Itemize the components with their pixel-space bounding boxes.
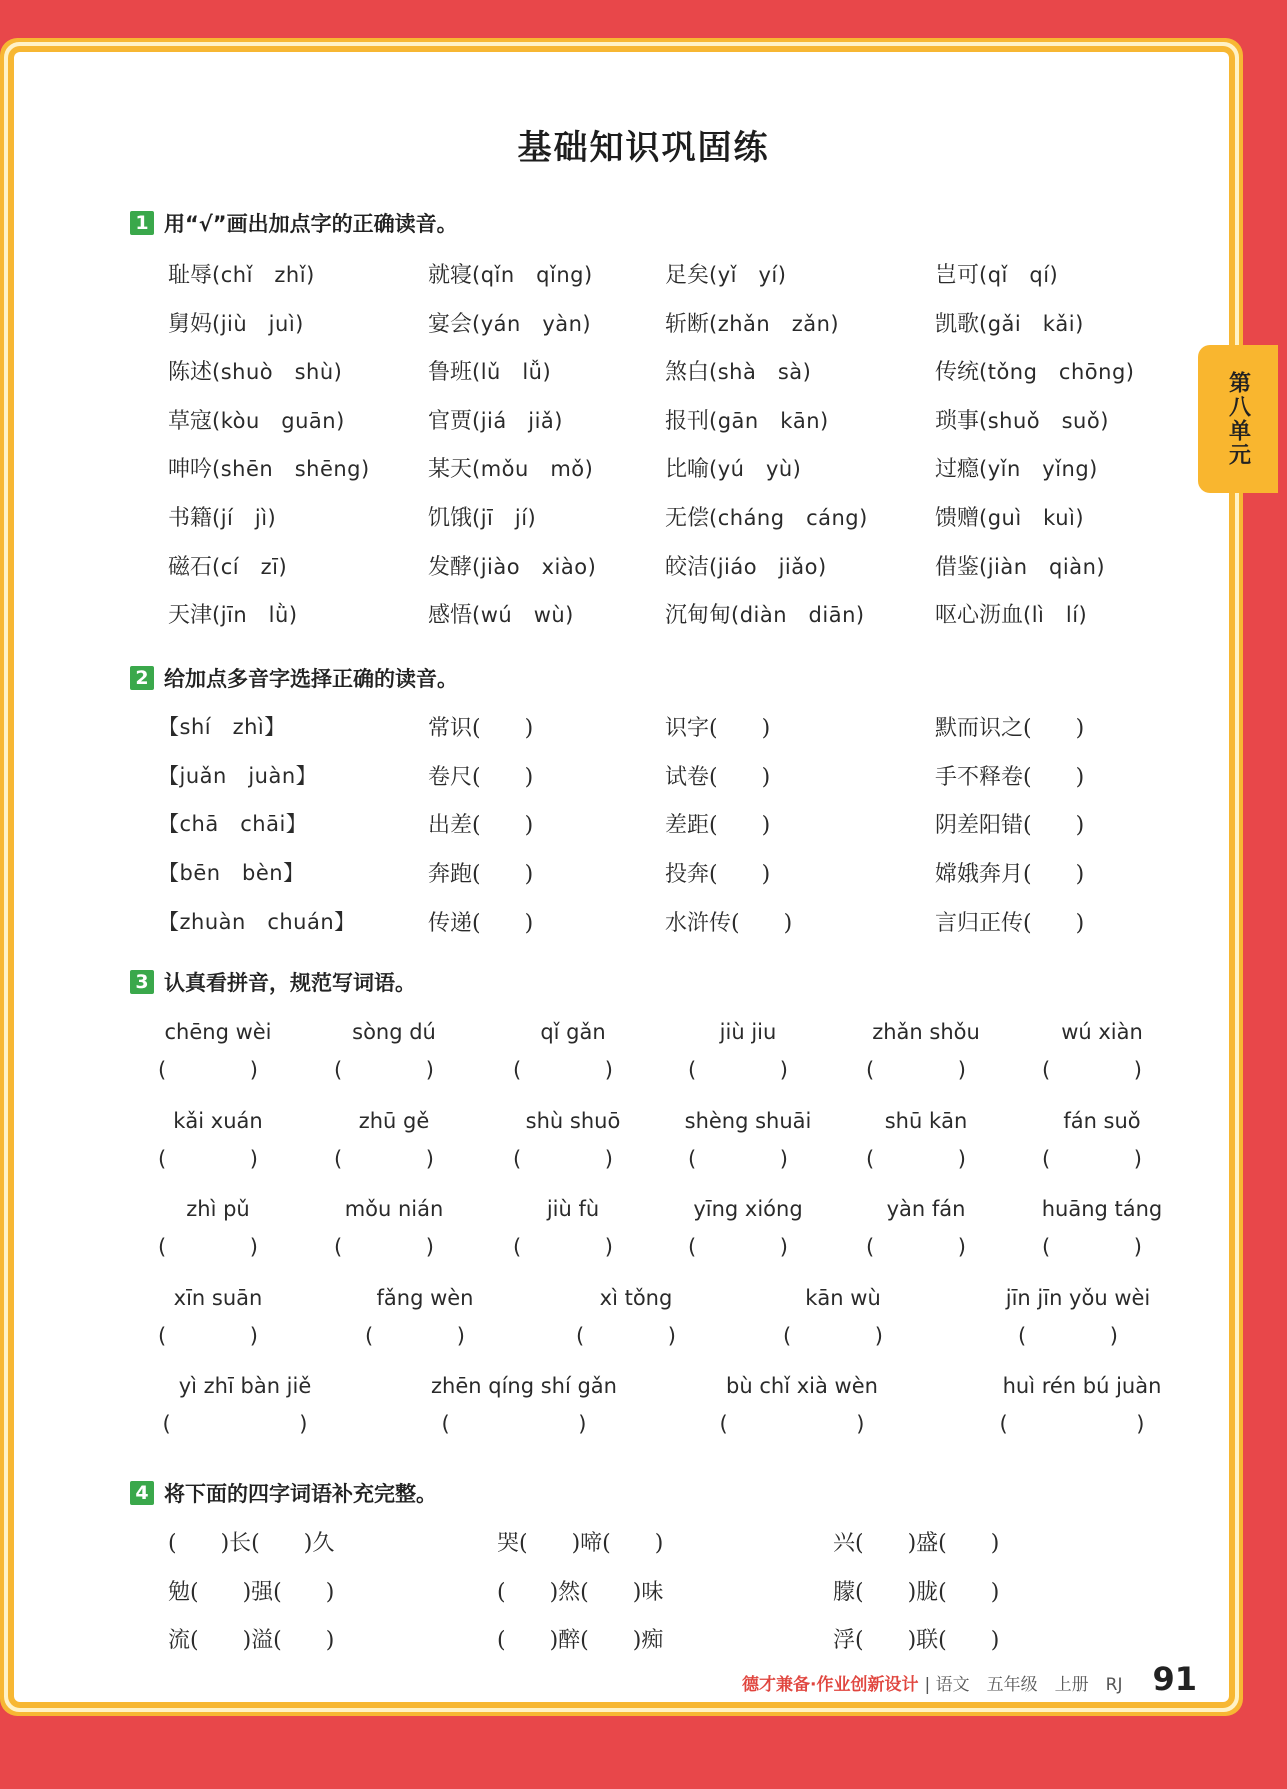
footer (742, 1660, 1197, 1698)
q1-pinyin-options[interactable]: (jiàn qiàn) (979, 554, 1106, 579)
q1-word: 宴会 (428, 311, 473, 337)
q1-pinyin-options[interactable]: (yǐn yǐng) (979, 457, 1098, 482)
q2-answer-item: 常识( ) (428, 716, 534, 741)
q3-pinyin: bù chǐ xià wèn (726, 1374, 878, 1398)
q1-item (935, 404, 1109, 435)
q1-pinyin-options[interactable]: (diàn diān) (731, 603, 865, 628)
q1-item (935, 550, 1105, 581)
q1-pinyin-options[interactable]: (chǐ zhǐ) (212, 263, 315, 287)
q2-answer-item: 阴差阳错( ) (935, 813, 1085, 839)
q3-answer-blank[interactable]: ( ) (441, 1412, 587, 1436)
q1-pinyin-options[interactable]: (jí jì) (212, 506, 277, 530)
q1-item (665, 501, 868, 532)
q1-pinyin-options[interactable]: (lì lí) (1023, 603, 1088, 628)
page-number: 91 (1152, 1660, 1197, 1698)
q3-pinyin: huāng táng (1041, 1197, 1163, 1221)
q3-answer-blank[interactable]: ( ) (1042, 1147, 1142, 1171)
section-header (130, 663, 458, 693)
q1-item (428, 501, 536, 532)
q4-idiom-blank[interactable]: 朦( )胧( ) (833, 1579, 1000, 1605)
q3-pinyin: shù shuō (525, 1109, 621, 1133)
q1-word: 琐事 (935, 408, 980, 434)
question-number-badge: 3 (130, 970, 154, 994)
q3-answer-blank[interactable]: ( ) (513, 1235, 613, 1259)
q1-item (428, 307, 591, 338)
q1-word: 某天 (428, 457, 473, 483)
q3-pinyin: zhǎn shǒu (872, 1020, 980, 1044)
q2-pinyin-key: 【juǎn juàn】 (158, 763, 318, 788)
q3-answer-blank[interactable]: ( ) (158, 1058, 258, 1082)
q3-pinyin: yì zhī bàn jiě (178, 1374, 312, 1398)
q1-pinyin-options[interactable]: (jiá jiǎ) (472, 408, 563, 433)
q1-pinyin-options[interactable]: (gān kān) (709, 408, 829, 433)
q1-item (665, 258, 786, 289)
q3-pinyin: zhēn qíng shí gǎn (431, 1374, 617, 1398)
q1-pinyin-options[interactable]: (shuǒ suǒ) (979, 408, 1109, 433)
q1-item (935, 452, 1098, 483)
q1-item (428, 452, 593, 483)
question-number-badge: 2 (130, 666, 154, 690)
q3-pinyin: yàn fán (886, 1197, 966, 1221)
unit-label: 第八单元 (1225, 371, 1251, 467)
q1-pinyin-options[interactable]: (cháng cáng) (709, 506, 868, 530)
q1-pinyin-options[interactable]: (shēn shēng) (212, 457, 370, 482)
q3-answer-blank[interactable]: ( ) (1042, 1235, 1142, 1259)
q1-pinyin-options[interactable]: (shà sà) (709, 360, 812, 385)
q1-pinyin-options[interactable]: (qǐ qí) (979, 263, 1059, 287)
q3-pinyin: yīng xióng (693, 1197, 803, 1221)
q3-answer-blank[interactable]: ( ) (719, 1412, 865, 1436)
q1-item (935, 307, 1084, 338)
q1-item (168, 550, 287, 581)
q3-answer-blank[interactable]: ( ) (334, 1147, 434, 1171)
q4-idiom-blank[interactable]: 兴( )盛( ) (833, 1531, 1000, 1556)
q1-word: 借鉴 (935, 554, 980, 580)
q1-word: 耻辱 (168, 263, 213, 288)
q1-word: 天津 (168, 603, 213, 629)
q1-pinyin-options[interactable]: (jīn lǜ) (212, 603, 298, 628)
q1-pinyin-options[interactable]: (zhǎn zǎn) (709, 311, 840, 336)
q1-word: 官贾 (428, 408, 473, 434)
q1-item (428, 404, 563, 435)
q1-item (665, 355, 811, 386)
q1-item (168, 307, 304, 338)
q1-item (428, 258, 593, 289)
q2-answer-item: 言归正传( ) (935, 910, 1085, 936)
q1-item (168, 355, 342, 386)
q3-pinyin: sòng dú (352, 1020, 436, 1044)
q1-item (168, 452, 370, 483)
q3-pinyin: fán suǒ (1063, 1109, 1141, 1133)
q3-pinyin: xì tǒng (599, 1286, 673, 1310)
q3-answer-blank[interactable]: ( ) (999, 1412, 1145, 1436)
q1-word: 就寝 (428, 263, 473, 288)
q2-pinyin-key: 【chā chāi】 (158, 812, 308, 837)
section-title: 将下面的四字词语补充完整。 (164, 1482, 437, 1506)
q2-answer-item: 奔跑( ) (428, 862, 534, 888)
section-header (130, 967, 416, 997)
q1-word: 舅妈 (168, 311, 213, 337)
q1-word: 皎洁 (665, 554, 710, 580)
q1-pinyin-options[interactable]: (wú wù) (472, 603, 574, 628)
q3-answer-blank[interactable]: ( ) (866, 1235, 966, 1259)
q3-pinyin: shū kān (884, 1109, 968, 1133)
q1-pinyin-options[interactable]: (cí zī) (212, 554, 288, 579)
q1-item (665, 307, 839, 338)
q3-answer-blank[interactable]: ( ) (365, 1324, 465, 1348)
q2-answer-item: 出差( ) (428, 813, 534, 839)
q1-item (168, 258, 315, 289)
q3-answer-blank[interactable]: ( ) (576, 1324, 676, 1348)
q2-answer-item: 水浒传( ) (665, 910, 793, 936)
q1-item (935, 501, 1084, 532)
q2-answer-item: 传递( ) (428, 910, 534, 936)
q4-idiom-blank[interactable]: 勉( )强( ) (168, 1579, 335, 1605)
q1-word: 馈赠 (935, 506, 980, 531)
q2-answer-item: 嫦娥奔月( ) (935, 862, 1085, 888)
q3-answer-blank[interactable]: ( ) (158, 1147, 258, 1171)
q1-word: 饥饿 (428, 506, 473, 531)
q1-word: 岂可 (935, 263, 980, 288)
q1-word: 呕心沥血 (935, 603, 1024, 629)
q2-answer-item: 试卷( ) (665, 764, 771, 790)
q3-pinyin: fǎng wèn (376, 1286, 474, 1310)
q3-pinyin: kǎi xuán (173, 1109, 263, 1133)
q1-item (665, 404, 829, 435)
q3-answer-blank[interactable]: ( ) (783, 1324, 883, 1348)
q3-pinyin: mǒu nián (344, 1197, 444, 1221)
q1-word: 呻吟 (168, 457, 213, 483)
unit-side-tab (1198, 345, 1278, 493)
q3-answer-blank[interactable]: ( ) (866, 1058, 966, 1082)
q2-answer-item: 识字( ) (665, 716, 771, 741)
q1-word: 煞白 (665, 360, 710, 386)
q1-pinyin-options[interactable]: (mǒu mǒ) (472, 457, 594, 482)
q1-word: 鲁班 (428, 360, 473, 386)
q1-item (168, 501, 276, 532)
q3-pinyin: huì rén bú juàn (1002, 1374, 1162, 1398)
q2-answer-item: 卷尺( ) (428, 764, 534, 790)
q3-answer-blank[interactable]: ( ) (162, 1412, 308, 1436)
q1-item (428, 550, 596, 581)
q3-answer-blank[interactable]: ( ) (334, 1058, 434, 1082)
q3-pinyin: shèng shuāi (684, 1109, 812, 1133)
q1-word: 沉甸甸 (665, 603, 732, 629)
q1-word: 比喻 (665, 457, 710, 483)
q1-pinyin-options[interactable]: (gǎi kǎi) (979, 311, 1084, 336)
q1-word: 足矣 (665, 263, 710, 288)
q1-pinyin-options[interactable]: (yǐ yí) (709, 263, 787, 287)
q1-item (168, 404, 345, 435)
q1-item (665, 598, 865, 629)
q1-item (428, 598, 574, 629)
q2-answer-item: 投奔( ) (665, 862, 771, 888)
q1-word: 过瘾 (935, 457, 980, 483)
q3-answer-blank[interactable]: ( ) (158, 1324, 258, 1348)
q3-answer-blank[interactable]: ( ) (688, 1235, 788, 1259)
q1-pinyin-options[interactable]: (tǒng chōng) (979, 360, 1135, 385)
q1-pinyin-options[interactable]: (yán yàn) (472, 311, 592, 336)
q1-pinyin-options[interactable]: (jī jí) (472, 506, 537, 530)
q1-pinyin-options[interactable]: (shuò shù) (212, 360, 343, 385)
q1-pinyin-options[interactable]: (lǔ lǚ) (472, 360, 552, 385)
q3-pinyin: kān wù (805, 1286, 881, 1310)
q3-pinyin: jiù jiu (719, 1020, 777, 1044)
q4-idiom-blank[interactable]: ( )长( )久 (168, 1531, 335, 1556)
section-title: 用“√”画出加点字的正确读音。 (164, 212, 458, 236)
q2-answer-item: 默而识之( ) (935, 716, 1085, 741)
page-title: 基础知识巩固练 (517, 128, 770, 168)
q1-word: 发酵 (428, 554, 473, 580)
q1-word: 无偿 (665, 506, 710, 531)
q3-pinyin: wú xiàn (1061, 1020, 1143, 1044)
q2-answer-item: 差距( ) (665, 813, 771, 839)
q1-pinyin-options[interactable]: (jiáo jiǎo) (709, 554, 827, 579)
q4-idiom-blank[interactable]: ( )醉( )痴 (497, 1628, 664, 1653)
q1-item (935, 355, 1134, 386)
q1-word: 感悟 (428, 603, 473, 629)
q1-word: 报刊 (665, 408, 710, 434)
q4-idiom-blank[interactable]: 浮( )联( ) (833, 1628, 1000, 1653)
section-title: 认真看拼音，规范写词语。 (164, 971, 416, 995)
footer-brand: 德才兼备·作业创新设计 (742, 1675, 919, 1695)
q2-pinyin-key: 【shí zhì】 (158, 715, 286, 739)
q3-answer-blank[interactable]: ( ) (688, 1147, 788, 1171)
q2-pinyin-key: 【bēn bèn】 (158, 861, 305, 886)
q4-idiom-blank[interactable]: ( )然( )味 (497, 1579, 664, 1605)
q1-pinyin-options[interactable]: (jiù juì) (212, 311, 304, 336)
q1-word: 草寇 (168, 408, 213, 434)
question-number-badge: 1 (130, 211, 154, 235)
q1-word: 磁石 (168, 554, 213, 580)
q1-pinyin-options[interactable]: (kòu guān) (212, 408, 345, 433)
q1-pinyin-options[interactable]: (yú yù) (709, 457, 802, 482)
q3-answer-blank[interactable]: ( ) (513, 1058, 613, 1082)
q1-pinyin-options[interactable]: (jiào xiào) (472, 554, 597, 579)
q3-answer-blank[interactable]: ( ) (866, 1147, 966, 1171)
q1-item (665, 452, 801, 483)
q1-item (168, 598, 298, 629)
q1-item (935, 598, 1087, 629)
footer-meta: | 语文 五年级 上册 RJ (924, 1675, 1123, 1695)
q3-answer-blank[interactable]: ( ) (1042, 1058, 1142, 1082)
q1-pinyin-options[interactable]: (qǐn qǐng) (472, 263, 593, 287)
q1-item (428, 355, 551, 386)
q1-item (935, 258, 1058, 289)
q3-pinyin: jīn jīn yǒu wèi (1005, 1286, 1151, 1310)
q3-pinyin: zhū gě (358, 1109, 430, 1133)
section-title: 给加点多音字选择正确的读音。 (164, 667, 458, 691)
q4-idiom-blank[interactable]: 哭( )啼( ) (497, 1531, 664, 1556)
q3-pinyin: chēng wèi (164, 1020, 272, 1044)
q3-pinyin: qǐ gǎn (540, 1020, 606, 1044)
q1-pinyin-options[interactable]: (guì kuì) (979, 506, 1085, 530)
q3-answer-blank[interactable]: ( ) (688, 1058, 788, 1082)
q1-word: 书籍 (168, 506, 213, 531)
q1-word: 陈述 (168, 360, 213, 386)
q3-answer-blank[interactable]: ( ) (334, 1235, 434, 1259)
q1-word: 传统 (935, 360, 980, 386)
section-header (130, 208, 458, 238)
q3-answer-blank[interactable]: ( ) (513, 1147, 613, 1171)
q4-idiom-blank[interactable]: 流( )溢( ) (168, 1628, 335, 1653)
q1-word: 凯歌 (935, 311, 980, 337)
section-header (130, 1478, 437, 1508)
q3-pinyin: zhì pǔ (186, 1197, 250, 1221)
q3-answer-blank[interactable]: ( ) (158, 1235, 258, 1259)
q3-answer-blank[interactable]: ( ) (1018, 1324, 1118, 1348)
q1-item (665, 550, 827, 581)
q3-pinyin: jiù fù (546, 1197, 600, 1221)
question-number-badge: 4 (130, 1481, 154, 1505)
q1-word: 斩断 (665, 311, 710, 337)
q3-pinyin: xīn suān (173, 1286, 263, 1310)
q2-pinyin-key: 【zhuàn chuán】 (158, 909, 356, 934)
q2-answer-item: 手不释卷( ) (935, 764, 1085, 790)
